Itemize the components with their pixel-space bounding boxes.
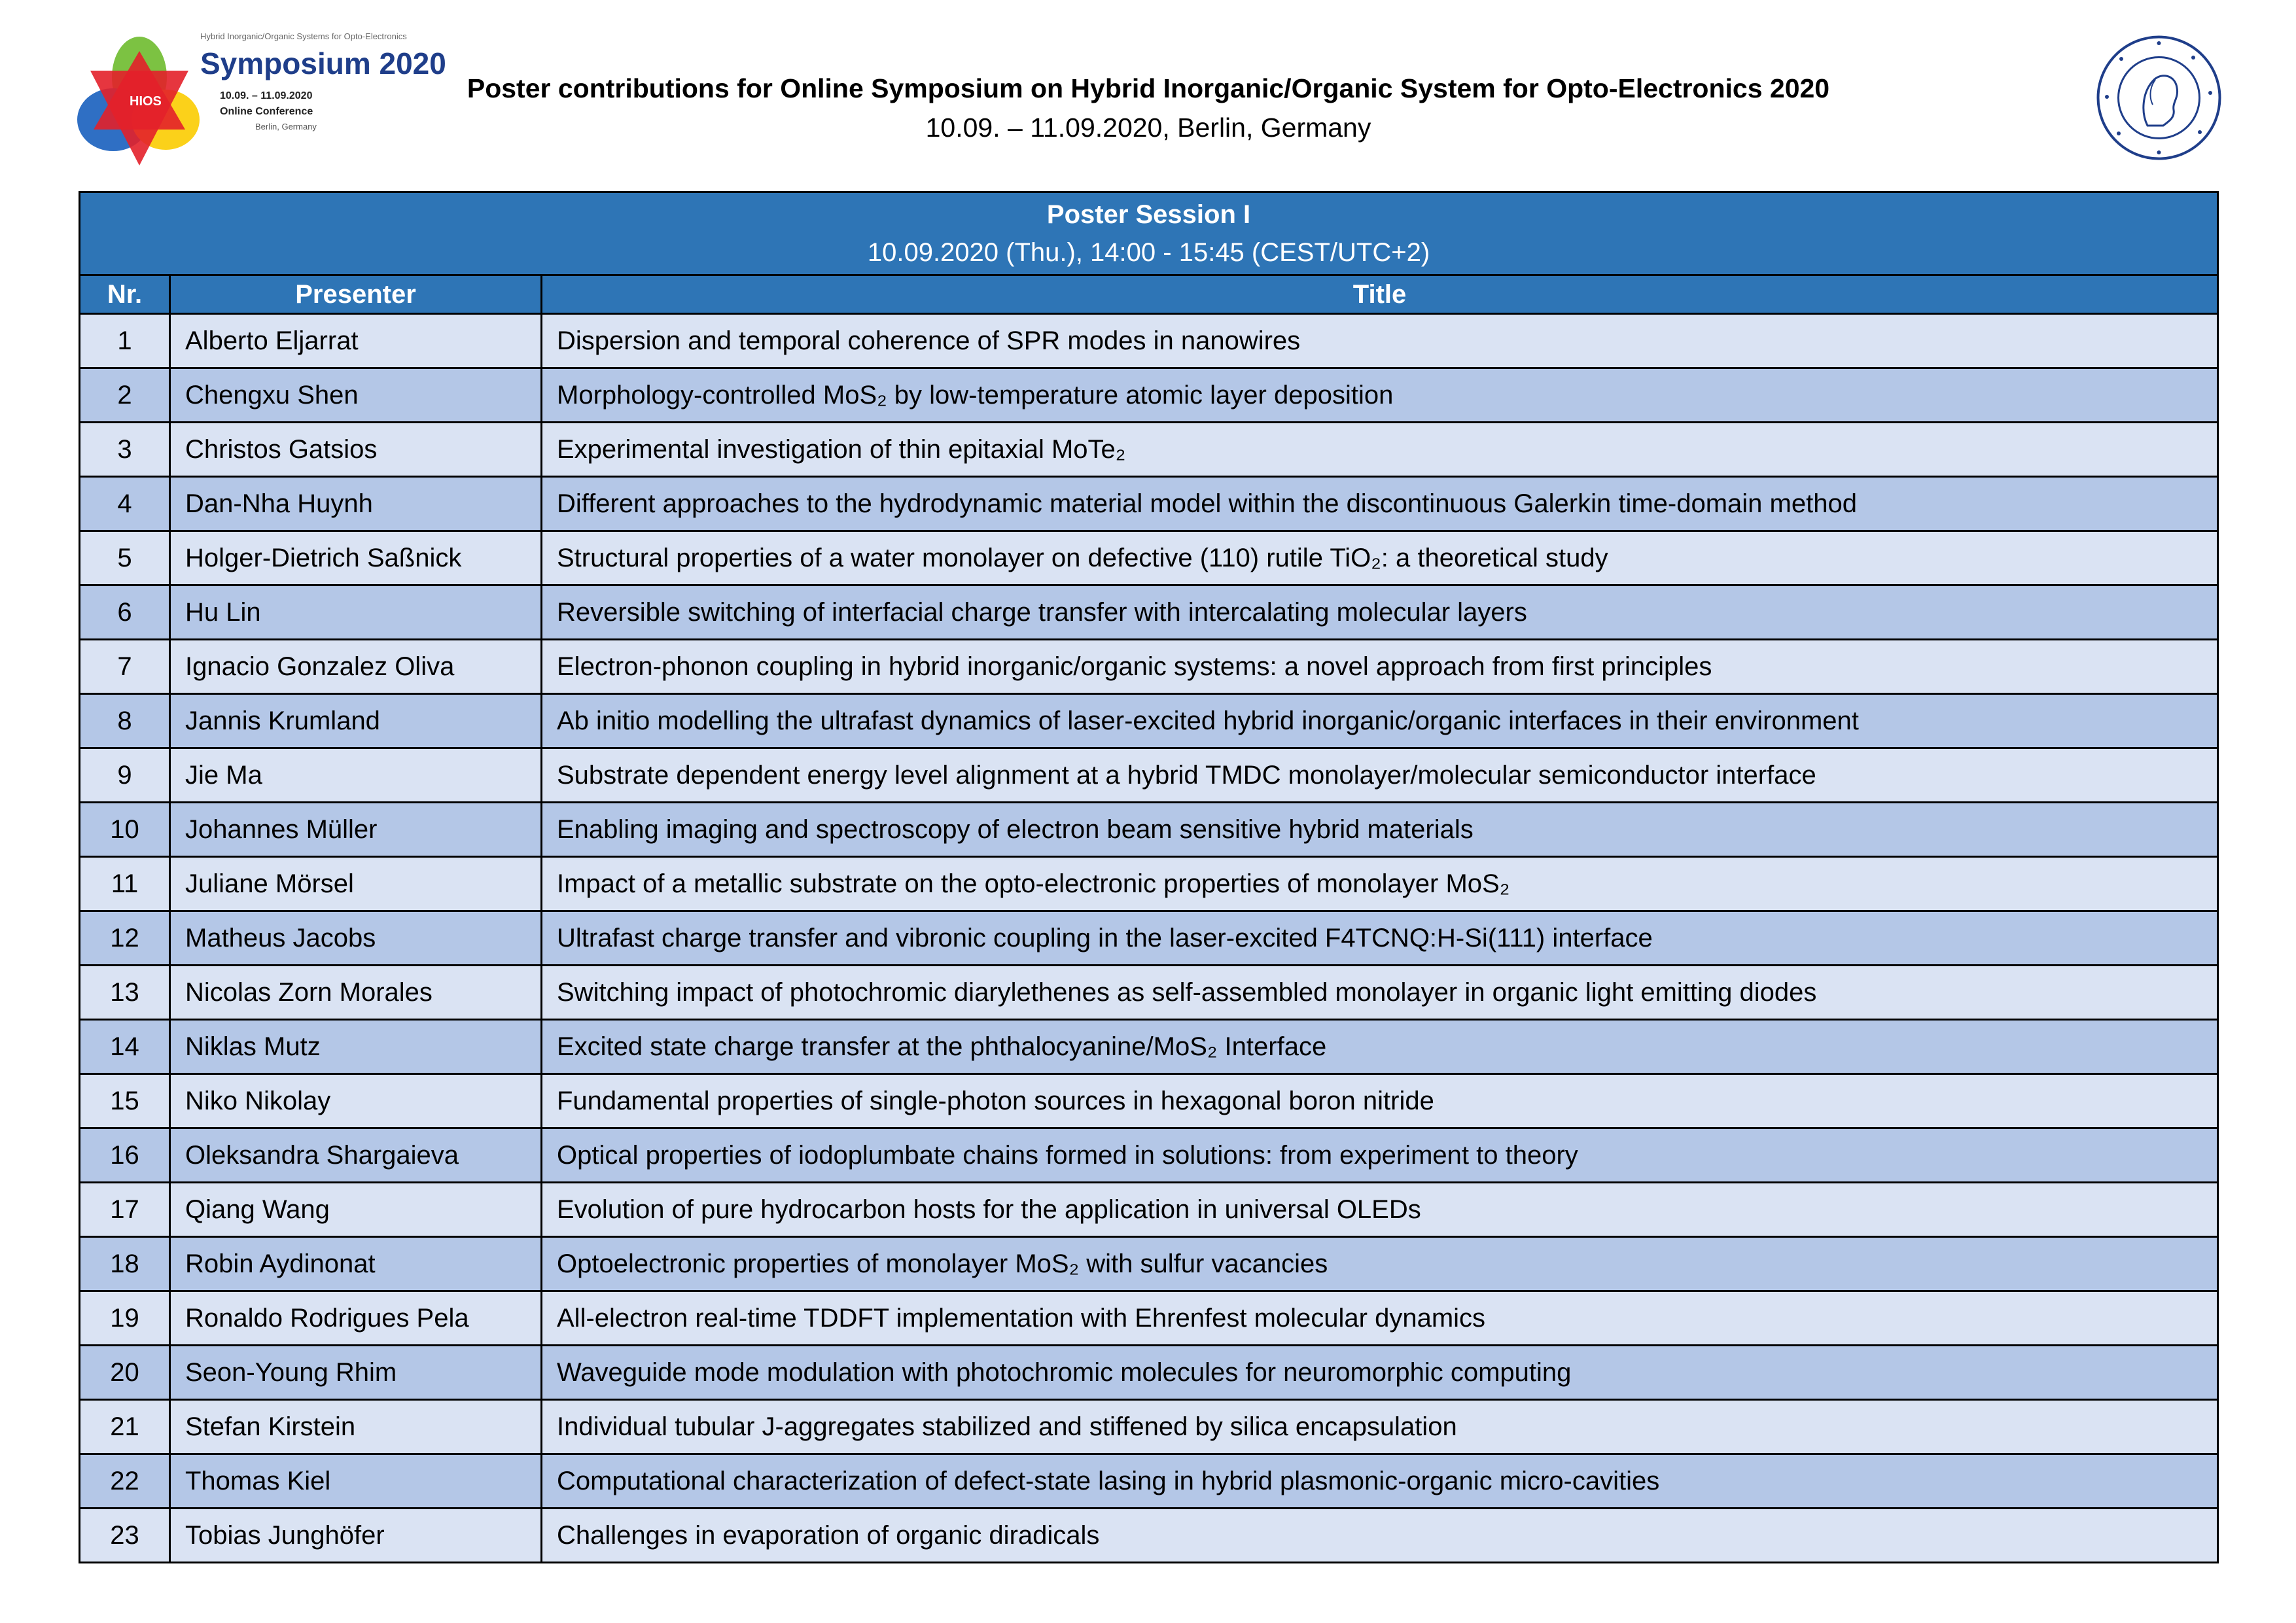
- row-nr: 20: [80, 1346, 170, 1400]
- row-nr: 7: [80, 640, 170, 694]
- row-nr: 12: [80, 911, 170, 966]
- row-nr: 3: [80, 423, 170, 477]
- logo-place: Berlin, Germany: [255, 122, 317, 131]
- row-title: All-electron real-time TDDFT implementation with Ehrenfest molecular dynamics: [542, 1291, 2218, 1346]
- row-presenter: Jie Ma: [170, 748, 542, 803]
- row-title: Structural properties of a water monolayer on defective (110) rutile TiO₂: a theoretical study: [542, 531, 2218, 585]
- row-presenter: Hu Lin: [170, 585, 542, 640]
- row-nr: 6: [80, 585, 170, 640]
- row-title: Optoelectronic properties of monolayer MoS₂ with sulfur vacancies: [542, 1237, 2218, 1291]
- logo-acronym: HIOS: [130, 94, 162, 109]
- row-presenter: Oleksandra Shargaieva: [170, 1128, 542, 1183]
- row-presenter: Johannes Müller: [170, 803, 542, 857]
- page-title: Poster contributions for Online Symposium on Hybrid Inorganic/Organic System for Opto-Electronics 2020: [467, 73, 1830, 103]
- row-presenter: Chengxu Shen: [170, 368, 542, 423]
- column-header-presenter: Presenter: [170, 275, 542, 314]
- hios-symposium-logo: [77, 31, 446, 169]
- row-title: Electron-phonon coupling in hybrid inorganic/organic systems: a novel approach from first principles: [542, 640, 2218, 694]
- row-nr: 13: [80, 966, 170, 1020]
- row-presenter: Robin Aydinonat: [170, 1237, 542, 1291]
- row-presenter: Niko Nikolay: [170, 1074, 542, 1128]
- row-title: Impact of a metallic substrate on the opto-electronic properties of monolayer MoS₂: [542, 857, 2218, 911]
- row-nr: 16: [80, 1128, 170, 1183]
- row-title: Switching impact of photochromic diarylethenes as self-assembled monolayer in organic light emitting diodes: [542, 966, 2218, 1020]
- row-nr: 5: [80, 531, 170, 585]
- row-title: Computational characterization of defect-state lasing in hybrid plasmonic-organic micro-cavities: [542, 1454, 2218, 1509]
- row-title: Excited state charge transfer at the phthalocyanine/MoS₂ Interface: [542, 1020, 2218, 1074]
- row-presenter: Qiang Wang: [170, 1183, 542, 1237]
- row-title: Enabling imaging and spectroscopy of electron beam sensitive hybrid materials: [542, 803, 2218, 857]
- row-nr: 4: [80, 477, 170, 531]
- table-row: [80, 1020, 2218, 1074]
- table-row: [80, 966, 2218, 1020]
- logo-title: Symposium 2020: [200, 46, 446, 80]
- row-title: Evolution of pure hydrocarbon hosts for the application in universal OLEDs: [542, 1183, 2218, 1237]
- row-title: Dispersion and temporal coherence of SPR modes in nanowires: [542, 314, 2218, 368]
- table-row: [80, 531, 2218, 585]
- row-title: Substrate dependent energy level alignment at a hybrid TMDC monolayer/molecular semiconductor interface: [542, 748, 2218, 803]
- column-header-title: Title: [542, 275, 2218, 314]
- row-nr: 11: [80, 857, 170, 911]
- row-presenter: Ignacio Gonzalez Oliva: [170, 640, 542, 694]
- row-title: Ab initio modelling the ultrafast dynamics of laser-excited hybrid inorganic/organic interfaces in their environment: [542, 694, 2218, 748]
- table-row: [80, 585, 2218, 640]
- table-row: [80, 1509, 2218, 1563]
- row-nr: 8: [80, 694, 170, 748]
- table-row: [80, 803, 2218, 857]
- row-nr: 23: [80, 1509, 170, 1563]
- row-title: Reversible switching of interfacial charge transfer with intercalating molecular layers: [542, 585, 2218, 640]
- row-title: Waveguide mode modulation with photochromic molecules for neuromorphic computing: [542, 1346, 2218, 1400]
- humboldt-university-seal-icon: [2095, 34, 2223, 162]
- row-nr: 15: [80, 1074, 170, 1128]
- row-title: Morphology-controlled MoS₂ by low-temperature atomic layer deposition: [542, 368, 2218, 423]
- logo-dates: 10.09. – 11.09.2020: [220, 90, 313, 101]
- session-header: [80, 192, 2218, 275]
- row-presenter: Juliane Mörsel: [170, 857, 542, 911]
- table-row: [80, 1346, 2218, 1400]
- row-nr: 9: [80, 748, 170, 803]
- logo-conference: Online Conference: [220, 106, 313, 117]
- row-nr: 18: [80, 1237, 170, 1291]
- row-presenter: Holger-Dietrich Saßnick: [170, 531, 542, 585]
- row-presenter: Jannis Krumland: [170, 694, 542, 748]
- table-row: [80, 1400, 2218, 1454]
- table-row: [80, 694, 2218, 748]
- table-row: [80, 1291, 2218, 1346]
- row-title: Different approaches to the hydrodynamic material model within the discontinuous Galerkin time-domain method: [542, 477, 2218, 531]
- row-nr: 19: [80, 1291, 170, 1346]
- row-nr: 1: [80, 314, 170, 368]
- row-presenter: Ronaldo Rodrigues Pela: [170, 1291, 542, 1346]
- row-nr: 17: [80, 1183, 170, 1237]
- session-title: Poster Session I: [1046, 200, 1251, 229]
- column-header-nr: Nr.: [80, 275, 170, 314]
- row-nr: 10: [80, 803, 170, 857]
- table-row: [80, 1074, 2218, 1128]
- row-nr: 14: [80, 1020, 170, 1074]
- row-presenter: Thomas Kiel: [170, 1454, 542, 1509]
- row-presenter: Stefan Kirstein: [170, 1400, 542, 1454]
- row-presenter: Christos Gatsios: [170, 423, 542, 477]
- row-presenter: Tobias Junghöfer: [170, 1509, 542, 1563]
- table-row: [80, 640, 2218, 694]
- table-row: [80, 423, 2218, 477]
- row-title: Optical properties of iodoplumbate chains formed in solutions: from experiment to theory: [542, 1128, 2218, 1183]
- row-title: Individual tubular J-aggregates stabilized and stiffened by silica encapsulation: [542, 1400, 2218, 1454]
- session-time: 10.09.2020 (Thu.), 14:00 - 15:45 (CEST/UTC+2): [867, 238, 1430, 267]
- row-presenter: Matheus Jacobs: [170, 911, 542, 966]
- table-row: [80, 1183, 2218, 1237]
- row-presenter: Nicolas Zorn Morales: [170, 966, 542, 1020]
- table-row: [80, 1454, 2218, 1509]
- poster-table: [79, 191, 2219, 1563]
- table-row: [80, 477, 2218, 531]
- row-presenter: Niklas Mutz: [170, 1020, 542, 1074]
- column-header-row: [80, 275, 2218, 314]
- table-row: [80, 1237, 2218, 1291]
- row-title: Ultrafast charge transfer and vibronic coupling in the laser-excited F4TCNQ:H-Si(111) interface: [542, 911, 2218, 966]
- row-presenter: Alberto Eljarrat: [170, 314, 542, 368]
- table-row: [80, 314, 2218, 368]
- row-title: Experimental investigation of thin epitaxial MoTe₂: [542, 423, 2218, 477]
- row-title: Challenges in evaporation of organic diradicals: [542, 1509, 2218, 1563]
- table-row: [80, 368, 2218, 423]
- row-presenter: Seon-Young Rhim: [170, 1346, 542, 1400]
- table-row: [80, 911, 2218, 966]
- table-row: [80, 748, 2218, 803]
- row-title: Fundamental properties of single-photon sources in hexagonal boron nitride: [542, 1074, 2218, 1128]
- table-row: [80, 857, 2218, 911]
- table-row: [80, 1128, 2218, 1183]
- row-nr: 21: [80, 1400, 170, 1454]
- row-nr: 2: [80, 368, 170, 423]
- logo-tagline: Hybrid Inorganic/Organic Systems for Opto-Electronics: [200, 31, 407, 41]
- row-nr: 22: [80, 1454, 170, 1509]
- page-subtitle: 10.09. – 11.09.2020, Berlin, Germany: [925, 113, 1371, 143]
- row-presenter: Dan-Nha Huynh: [170, 477, 542, 531]
